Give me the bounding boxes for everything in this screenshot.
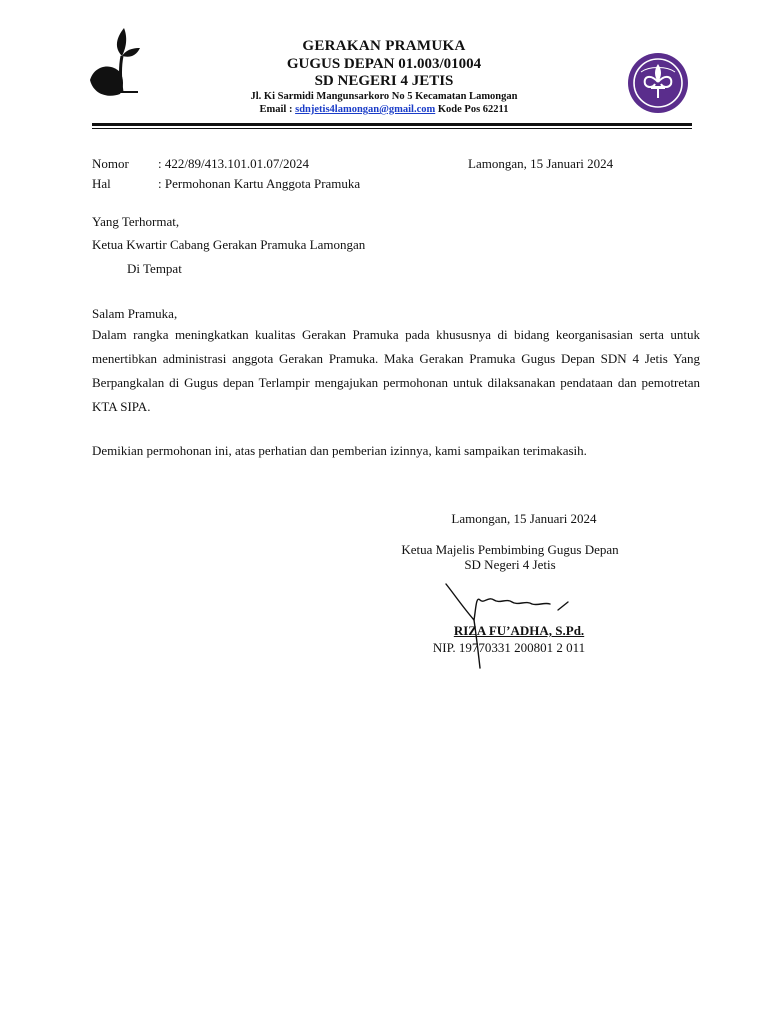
letterhead-org: GERAKAN PRAMUKA [302, 38, 466, 54]
salutation: Yang Terhormat, [92, 214, 180, 229]
email-label: Email : [259, 104, 296, 115]
email-link[interactable]: sdnjetis4lamongan@gmail.com [295, 104, 436, 115]
recipient-place: Di Tempat [127, 261, 182, 276]
letterhead-unit: GUGUS DEPAN 01.003/01004 [286, 56, 482, 72]
signer-title: Ketua Majelis Pembimbing Gugus Depan [401, 542, 619, 557]
body-paragraph: Dalam rangka meningkatkan kualitas Gerakan Pramuka pada khususnya di bidang keorganisasian serta untuk menertibkan administrasi anggota Gerakan Pramuka. Maka Gerakan Pramuka Gugus Depan SDN 4 Jetis Yang Berpangkalan di Gugus depan Terlampir mengajukan permohonan untuk dilaksanakan pendataan dan pemotretan KTA SIPA. [92, 327, 700, 414]
letterhead-rule-thick [92, 123, 692, 126]
nomor-label: Nomor [92, 156, 129, 171]
greeting: Salam Pramuka, [92, 306, 178, 321]
recipient-name: Ketua Kwartir Cabang Gerakan Pramuka Lamongan [92, 237, 366, 252]
closing-sentence: Demikian permohonan ini, atas perhatian dan pemberian izinnya, kami sampaikan terimakasih. [92, 443, 587, 458]
signature-date: Lamongan, 15 Januari 2024 [451, 511, 597, 526]
signer-nip: NIP. 19770331 200801 2 011 [432, 640, 586, 655]
letterhead-address: Jl. Ki Sarmidi Mangunsarkoro No 5 Kecamatan Lamongan [250, 91, 518, 102]
hal-value: : Permohonan Kartu Anggota Pramuka [158, 176, 361, 191]
letterhead-school: SD NEGERI 4 JETIS [314, 73, 454, 89]
letterhead-contact [0, 104, 768, 115]
signer-school: SD Negeri 4 Jetis [464, 557, 556, 572]
postal-code: Kode Pos 62211 [435, 104, 509, 115]
letterhead-rule-thin [92, 128, 692, 129]
signer-name: RIZA FU’ADHA, S.Pd. [453, 623, 585, 638]
letter-date: Lamongan, 15 Januari 2024 [468, 156, 614, 171]
nomor-value: : 422/89/413.101.01.07/2024 [158, 156, 309, 171]
handwritten-signature-icon [440, 572, 580, 672]
hal-label: Hal [92, 176, 111, 191]
